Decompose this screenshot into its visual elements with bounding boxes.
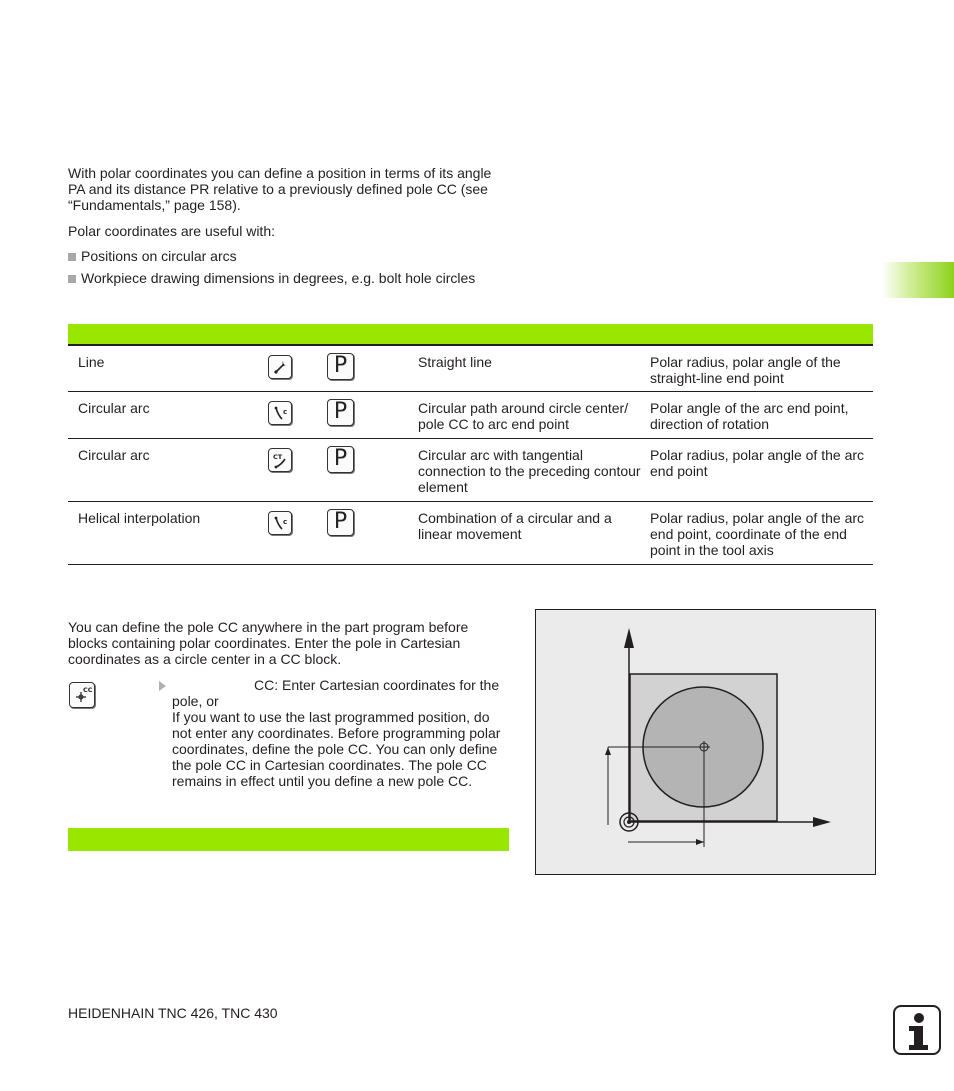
input-cell: Polar radius, polar angle of the straight-line end point	[650, 354, 841, 386]
motion-cell: Straight line	[418, 354, 492, 370]
step-arrow-icon	[159, 681, 166, 691]
step-line: remains in effect until you define a new pole CC.	[172, 773, 473, 789]
step-line: not enter any coordinates. Before programming polar	[172, 725, 501, 741]
x-axis-arrow	[813, 817, 831, 827]
pole-paragraph	[68, 619, 518, 667]
cc-key-icon[interactable]	[69, 682, 95, 708]
svg-text:L: L	[282, 361, 286, 368]
tool-cell: Circular arc	[78, 447, 150, 463]
step-line: coordinates, define the pole CC. You can only define	[172, 741, 498, 757]
chapter-tab	[882, 262, 954, 298]
pole-line: coordinates as a circle center in a CC block.	[68, 651, 342, 667]
svg-text:c: c	[283, 408, 288, 416]
intro-paragraph	[68, 165, 518, 213]
tool-cell: Helical interpolation	[78, 510, 201, 526]
input-cell: Polar radius, polar angle of the arc end point	[650, 447, 865, 479]
info-icon	[893, 1005, 941, 1055]
bullet-text: Positions on circular arcs	[81, 248, 237, 264]
pole-line: You can define the pole CC anywhere in the part program before	[68, 619, 469, 635]
useful-label: Polar coordinates are useful with:	[68, 223, 275, 239]
polar-key[interactable]: P	[327, 399, 354, 426]
table-row	[68, 439, 873, 502]
tool-cell: Line	[78, 354, 105, 370]
y-axis-arrow	[624, 628, 634, 648]
bullet-item	[68, 248, 518, 264]
bullet-text: Workpiece drawing dimensions in degrees, e.g. bolt hole circles	[81, 270, 476, 286]
table-row	[68, 502, 873, 565]
polar-key[interactable]: P	[327, 353, 354, 380]
path-function-table	[68, 324, 873, 565]
input-cell: Polar angle of the arc end point, direction of rotation	[650, 400, 849, 432]
table-header-bar	[68, 324, 873, 346]
polar-key[interactable]: P	[327, 509, 354, 536]
step-line: If you want to use the last programmed position, do	[172, 709, 490, 725]
bullet-square-icon	[68, 253, 76, 261]
step-line: the pole CC in Cartesian coordinates. The pole CC	[172, 757, 487, 773]
input-cell: Polar radius, polar angle of the arc end point, coordinate of the end point in the tool axis	[650, 510, 865, 558]
table-row	[68, 346, 873, 392]
circle-key-icon[interactable]	[268, 401, 292, 425]
pole-diagram	[536, 610, 877, 876]
motion-cell: Circular path around circle center/ pole CC to arc end point	[418, 400, 629, 432]
motion-cell: Combination of a circular and a linear movement	[418, 510, 612, 542]
bullet-square-icon	[68, 275, 76, 283]
polar-key[interactable]: P	[327, 446, 354, 473]
bullet-item	[68, 270, 518, 286]
step-line: pole, or	[172, 693, 219, 709]
tangential-arc-key-icon[interactable]	[268, 448, 292, 472]
svg-text:CT: CT	[273, 453, 283, 461]
circle-key-icon[interactable]	[268, 511, 292, 535]
intro-line: PA and its distance PR relative to a previously defined pole CC (see	[68, 181, 488, 197]
tool-cell: Circular arc	[78, 400, 150, 416]
step-text	[172, 693, 517, 789]
svg-text:CC: CC	[83, 686, 93, 694]
svg-text:c: c	[283, 518, 288, 526]
line-key-icon[interactable]	[268, 355, 292, 379]
pole-figure	[535, 609, 876, 875]
pole-line: blocks containing polar coordinates. Enter the pole in Cartesian	[68, 635, 461, 651]
intro-line: “Fundamentals,” page 158).	[68, 197, 241, 213]
example-header-bar	[68, 828, 509, 851]
table-row	[68, 392, 873, 439]
footer-manual: HEIDENHAIN TNC 426, TNC 430	[68, 1005, 278, 1021]
intro-line: With polar coordinates you can define a position in terms of its angle	[68, 165, 492, 181]
step-line: CC: Enter Cartesian coordinates for the	[254, 677, 500, 693]
motion-cell: Circular arc with tangential connection to the preceding contour element	[418, 447, 641, 495]
